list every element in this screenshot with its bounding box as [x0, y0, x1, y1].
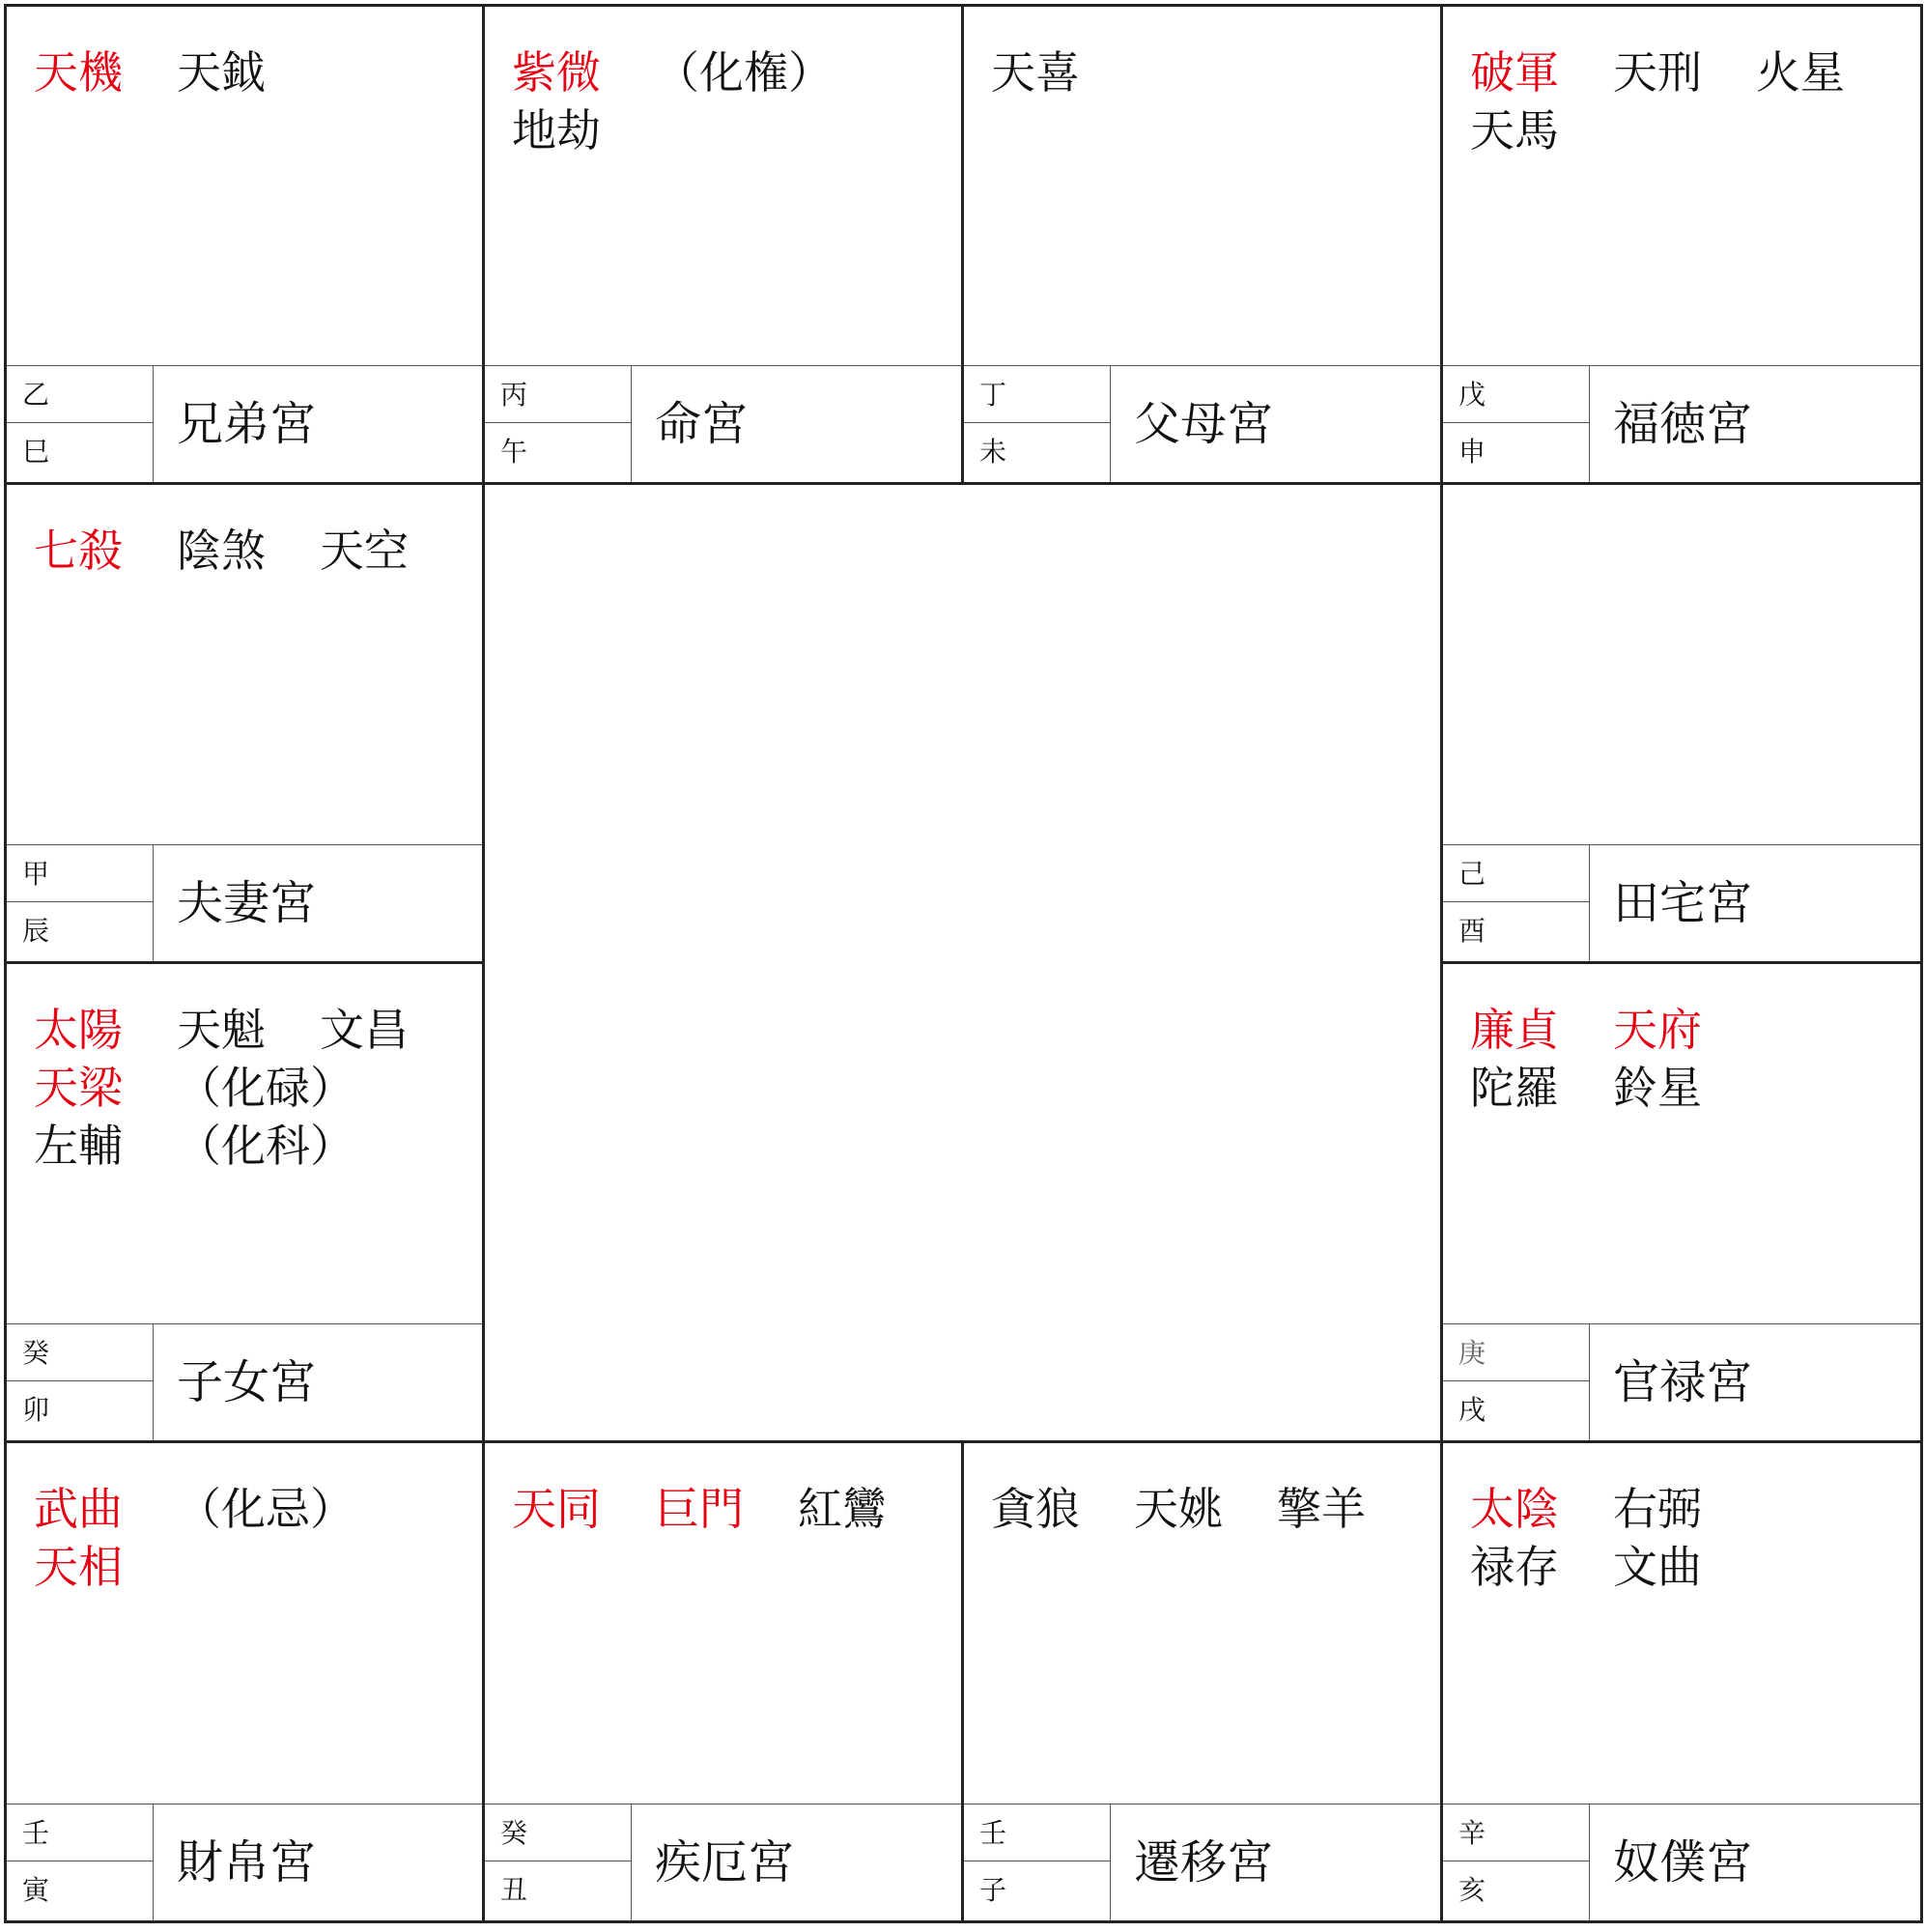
- minor-star: 天馬: [1470, 104, 1559, 156]
- major-star: 破軍: [1470, 46, 1559, 99]
- earthly-branch: 寅: [22, 1874, 50, 1906]
- palace-name: 命宮: [655, 397, 749, 451]
- heavenly-stem: 己: [1458, 858, 1486, 890]
- minor-star: 右弼: [1613, 1483, 1702, 1535]
- ziwei-chart: [4, 4, 1923, 1923]
- stem-branch-box: [485, 1804, 632, 1920]
- major-star: 七殺: [34, 525, 123, 577]
- major-star: 武曲: [34, 1483, 123, 1535]
- divider: [485, 422, 631, 423]
- divider: [7, 901, 153, 902]
- palace-name: 奴僕宮: [1613, 1835, 1753, 1889]
- stem-branch-box: [7, 366, 154, 482]
- palace-footer: [7, 1323, 482, 1440]
- heavenly-stem: 戊: [1458, 379, 1486, 411]
- star-row: [1470, 1001, 1901, 1059]
- center-area: [482, 482, 1443, 1443]
- major-star: 太陰: [1470, 1483, 1559, 1535]
- palace-footer: [1443, 1804, 1920, 1920]
- star-row: [34, 43, 463, 101]
- earthly-branch: 戌: [1458, 1394, 1486, 1426]
- minor-star: 文曲: [1613, 1541, 1702, 1593]
- palace-name: 田宅宮: [1613, 876, 1753, 930]
- stem-branch-box: [7, 1324, 154, 1440]
- star-list: [991, 43, 1421, 101]
- minor-star: 文昌: [320, 1004, 409, 1056]
- star-row: [1470, 1538, 1901, 1596]
- palace-footer: [1443, 1323, 1920, 1440]
- stem-branch-box: [485, 366, 632, 482]
- major-star: 紫微: [512, 46, 601, 99]
- divider: [1443, 1380, 1589, 1381]
- stem-branch-box: [1443, 845, 1590, 961]
- stem-branch-box: [964, 366, 1111, 482]
- palace-footer: [7, 1804, 482, 1920]
- divider: [7, 422, 153, 423]
- stem-branch-box: [1443, 366, 1590, 482]
- palace-yin: [4, 1440, 485, 1923]
- minor-star: 貪狼: [991, 1483, 1080, 1535]
- star-row: [1470, 1480, 1901, 1538]
- palace-hai: [1440, 1440, 1923, 1923]
- palace-footer: [1443, 365, 1920, 482]
- palace-name: 夫妻宮: [177, 876, 317, 930]
- star-list: [1470, 1001, 1901, 1117]
- star-row: [991, 43, 1421, 101]
- major-star: 天相: [34, 1541, 123, 1593]
- divider: [964, 422, 1110, 423]
- palace-zi: [961, 1440, 1443, 1923]
- transformation-label: （化碌）: [177, 1062, 354, 1114]
- divider: [1443, 422, 1589, 423]
- star-row: [512, 43, 942, 101]
- transformation-label: （化忌）: [177, 1483, 354, 1535]
- divider: [1443, 901, 1589, 902]
- star-row: [34, 522, 463, 580]
- stem-branch-box: [1443, 1804, 1590, 1920]
- earthly-branch: 子: [979, 1874, 1007, 1906]
- earthly-branch: 巳: [22, 436, 50, 468]
- palace-name: 兄弟宮: [177, 397, 317, 451]
- star-row: [34, 1117, 463, 1175]
- major-star: 天梁: [34, 1062, 123, 1114]
- major-star: 太陽: [34, 1004, 123, 1056]
- minor-star: 天刑: [1613, 46, 1702, 99]
- star-list: [34, 43, 463, 101]
- transformation-label: （化科）: [177, 1120, 354, 1172]
- star-list: [512, 43, 942, 159]
- palace-name: 福徳宮: [1613, 397, 1753, 451]
- minor-star: 天姚: [1134, 1483, 1223, 1535]
- minor-star: 天鉞: [177, 46, 266, 99]
- earthly-branch: 午: [500, 436, 528, 468]
- minor-star: 左輔: [34, 1120, 123, 1172]
- heavenly-stem: 乙: [22, 379, 50, 411]
- earthly-branch: 申: [1458, 436, 1486, 468]
- star-list: [1470, 43, 1901, 159]
- palace-footer: [964, 365, 1440, 482]
- stem-branch-box: [964, 1804, 1111, 1920]
- minor-star: 天空: [320, 525, 409, 577]
- palace-name: 疾厄宮: [655, 1835, 795, 1889]
- star-row: [34, 1059, 463, 1117]
- palace-shen: [1440, 4, 1923, 485]
- major-star: 天同: [512, 1483, 601, 1535]
- palace-name: 官禄宮: [1613, 1355, 1753, 1409]
- palace-footer: [7, 844, 482, 961]
- earthly-branch: 卯: [22, 1394, 50, 1426]
- stem-branch-box: [7, 1804, 154, 1920]
- star-list: [34, 1001, 463, 1175]
- palace-xu: [1440, 961, 1923, 1443]
- heavenly-stem: 壬: [979, 1817, 1007, 1849]
- minor-star: 天魁: [177, 1004, 266, 1056]
- palace-you: [1440, 482, 1923, 964]
- earthly-branch: 辰: [22, 915, 50, 947]
- star-row: [1470, 43, 1901, 101]
- earthly-branch: 未: [979, 436, 1007, 468]
- major-star: 天府: [1613, 1004, 1702, 1056]
- heavenly-stem: 壬: [22, 1817, 50, 1849]
- major-star: 巨門: [655, 1483, 744, 1535]
- heavenly-stem: 庚: [1458, 1337, 1486, 1369]
- earthly-branch: 亥: [1458, 1874, 1486, 1906]
- star-row: [991, 1480, 1421, 1538]
- heavenly-stem: 癸: [500, 1817, 528, 1849]
- palace-si: [4, 4, 485, 485]
- heavenly-stem: 癸: [22, 1337, 50, 1369]
- palace-name: 財帛宮: [177, 1835, 317, 1889]
- minor-star: 禄存: [1470, 1541, 1559, 1593]
- star-list: [34, 522, 463, 580]
- heavenly-stem: 丁: [979, 379, 1007, 411]
- heavenly-stem: 辛: [1458, 1817, 1486, 1849]
- stem-branch-box: [7, 845, 154, 961]
- palace-wu: [482, 4, 964, 485]
- star-list: [1470, 1480, 1901, 1596]
- minor-star: 鈴星: [1613, 1062, 1702, 1114]
- star-row: [512, 101, 942, 159]
- divider: [7, 1380, 153, 1381]
- major-star: 天機: [34, 46, 123, 99]
- palace-footer: [964, 1804, 1440, 1920]
- palace-name: 遷移宮: [1134, 1835, 1274, 1889]
- star-row: [1470, 1059, 1901, 1117]
- star-list: [34, 1480, 463, 1596]
- palace-footer: [7, 365, 482, 482]
- star-row: [34, 1001, 463, 1059]
- transformation-label: （化権）: [655, 46, 833, 99]
- palace-mao: [4, 961, 485, 1443]
- minor-star: 陀羅: [1470, 1062, 1559, 1114]
- palace-name: 子女宮: [177, 1355, 317, 1409]
- star-row: [512, 1480, 942, 1538]
- minor-star: 天喜: [991, 46, 1080, 99]
- palace-name: 父母宮: [1134, 397, 1274, 451]
- palace-footer: [485, 365, 961, 482]
- star-row: [34, 1480, 463, 1538]
- heavenly-stem: 甲: [22, 858, 50, 890]
- minor-star: 地劫: [512, 104, 601, 156]
- star-row: [34, 1538, 463, 1596]
- palace-chou: [482, 1440, 964, 1923]
- minor-star: 紅鸞: [798, 1483, 887, 1535]
- stem-branch-box: [1443, 1324, 1590, 1440]
- palace-footer: [485, 1804, 961, 1920]
- palace-footer: [1443, 844, 1920, 961]
- major-star: 廉貞: [1470, 1004, 1559, 1056]
- minor-star: 陰煞: [177, 525, 266, 577]
- minor-star: 火星: [1756, 46, 1845, 99]
- star-list: [512, 1480, 942, 1538]
- star-row: [1470, 101, 1901, 159]
- palace-wei: [961, 4, 1443, 485]
- minor-star: 擎羊: [1277, 1483, 1366, 1535]
- earthly-branch: 酉: [1458, 915, 1486, 947]
- star-list: [991, 1480, 1421, 1538]
- earthly-branch: 丑: [500, 1874, 528, 1906]
- palace-chen: [4, 482, 485, 964]
- heavenly-stem: 丙: [500, 379, 528, 411]
